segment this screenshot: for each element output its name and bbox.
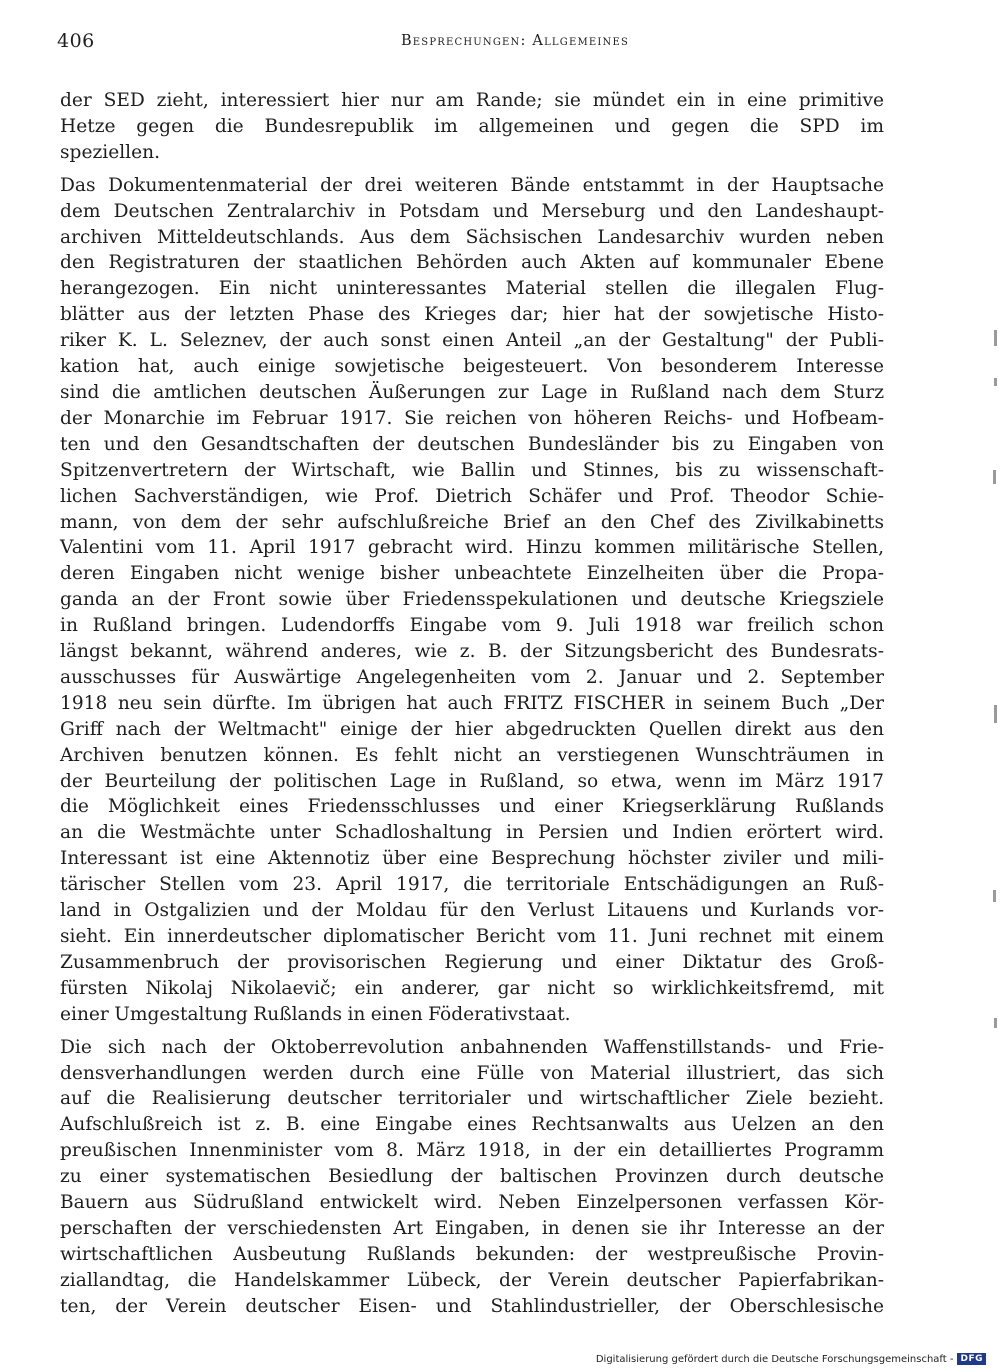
text-line: Hetze gegen die Bundesrepublik im allgemeinen und gegen die SPD im [60, 115, 884, 137]
scan-artifact [994, 705, 997, 723]
text-line: der SED zieht, interessiert hier nur am Rande; sie mündet ein in eine primitive [60, 90, 884, 111]
text-line: ausschusses für Auswärtige Angelegenheiten vom 2. Januar und 2. September [60, 666, 884, 688]
scan-artifact [994, 330, 997, 346]
paragraph-1 [60, 88, 884, 166]
text-line: perschaften der verschiedensten Art Eingaben, in denen sie ihr Interesse an der [60, 1217, 884, 1239]
text-line: wirtschaftlichen Ausbeutung Rußlands bekunden: der westpreußische Provin- [60, 1243, 884, 1265]
text-line: in Rußland bringen. Ludendorffs Eingabe vom 9. Juli 1918 war freilich schon [60, 615, 884, 637]
digitization-credit [596, 1353, 986, 1365]
running-head [0, 33, 1000, 49]
text-line: zu einer systematischen Besiedlung der baltischen Provinzen durch deutsche [60, 1166, 884, 1188]
text-line: Interessant ist eine Aktennotiz über eine Besprechung höchster ziviler und mili- [60, 848, 884, 870]
text-line: sieht. Ein innerdeutscher diplomatischer Bericht vom 11. Juni rechnet mit einem [60, 926, 884, 947]
text-line: archiven Mitteldeutschlands. Aus dem Sächsischen Landesarchiv wurden neben [60, 226, 884, 248]
scan-artifact [994, 1018, 997, 1028]
text-line: fürsten Nikolaj Nikolaevič; ein anderer, gar nicht so wirklichkeitsfremd, mit [60, 977, 884, 999]
text-line: der Monarchie im Februar 1917. Sie reichen von höheren Reichs- und Hofbeam- [60, 407, 884, 429]
text-line: Zusammenbruch der provisorischen Regierung und einer Diktatur des Groß- [60, 951, 884, 973]
text-line: land in Ostgalizien und der Moldau für den Verlust Litauens und Kurlands vor- [60, 900, 884, 922]
text-line: Spitzenvertretern der Wirtschaft, wie Ballin und Stinnes, bis zu wissenschaft- [60, 459, 884, 481]
scan-artifact [994, 378, 997, 386]
text-line: blätter aus der letzten Phase des Krieges dar; hier hat der sowjetische Histo- [60, 304, 884, 326]
page-number: 406 [57, 30, 95, 52]
text-line: speziellen. [60, 141, 160, 163]
text-line: an die Westmächte unter Schadloshaltung in Persien und Indien erörtert wird. [60, 822, 884, 844]
scan-artifact [993, 890, 996, 902]
text-line: ganda an der Front sowie über Friedensspekulationen und deutsche Kriegsziele [60, 589, 884, 611]
text-line: herangezogen. Ein nicht uninteressantes Material stellen die illegalen Flug- [60, 278, 884, 300]
text-line: deren Eingaben nicht wenige bisher unbeachtete Einzelheiten über die Propa- [60, 563, 884, 585]
paragraph-3 [60, 1035, 884, 1320]
dfg-logo: DFG [957, 1353, 986, 1365]
text-line: ziallandtag, die Handelskammer Lübeck, der Verein deutscher Papierfabrikan- [60, 1269, 884, 1291]
scan-artifact [993, 470, 996, 484]
text-line: ten und den Gesandtschaften der deutschen Bundesländer bis zu Eingaben von [60, 433, 884, 455]
text-line: dem Deutschen Zentralarchiv in Potsdam und Merseburg und den Landeshaupt- [60, 200, 884, 222]
text-line: der Beurteilung der politischen Lage in Rußland, so etwa, wenn im März 1917 [60, 770, 884, 792]
text-line: Aufschlußreich ist z. B. eine Eingabe eines Rechtsanwalts aus Uelzen an den [60, 1114, 884, 1136]
text-line: 1918 neu sein dürfte. Im übrigen hat auch FRITZ FISCHER in seinem Buch „Der [60, 692, 884, 714]
text-line: lichen Sachverständigen, wie Prof. Dietrich Schäfer und Prof. Theodor Schie- [60, 485, 884, 507]
text-line: Archiven benutzen können. Es fehlt nicht an verstiegenen Wunschträumen in [60, 744, 884, 766]
text-line: ten, der Verein deutscher Eisen- und Stahlindustrieller, der Oberschlesische [60, 1295, 884, 1317]
text-line: Das Dokumentenmaterial der drei weiteren Bände entstammt in der Hauptsache [60, 174, 884, 196]
text-line: einer Umgestaltung Rußlands in einen Föderativstaat. [60, 1003, 571, 1025]
credit-text: Digitalisierung gefördert durch die Deutsche Forschungsgemeinschaft - [595, 1353, 954, 1365]
running-head-text: Besprechungen: Allgemeines [400, 33, 630, 49]
text-line: Die sich nach der Oktoberrevolution anbahnenden Waffenstillstands- und Frie- [60, 1036, 884, 1058]
text-line: den Registraturen der staatlichen Behörden auch Akten auf kommunaler Ebene [60, 252, 884, 274]
text-line: Griff nach der Weltmacht" einige der hier abgedruckten Quellen direkt aus den [60, 718, 884, 740]
body-text [60, 88, 884, 1327]
text-line: auf die Realisierung deutscher territorialer und wirtschaftlicher Ziele bezieht. [60, 1088, 884, 1110]
text-line: preußischen Innenminister vom 8. März 1918, in der ein detailliertes Programm [60, 1140, 884, 1162]
text-line: tärischer Stellen vom 23. April 1917, die territoriale Entschädigungen an Ruß- [60, 874, 884, 896]
text-line: kation hat, auch einige sowjetische beigesteuert. Von besonderem Interesse [60, 356, 884, 378]
paragraph-2 [60, 173, 884, 1028]
text-line: densverhandlungen werden durch eine Fülle von Material illustriert, das sich [60, 1062, 884, 1084]
text-line: die Möglichkeit eines Friedensschlusses und einer Kriegserklärung Rußlands [60, 796, 884, 818]
text-line: längst bekannt, während anderes, wie z. B. der Sitzungsbericht des Bundesrats- [60, 641, 884, 663]
text-line: mann, von dem der sehr aufschlußreiche Brief an den Chef des Zivilkabinetts [60, 511, 884, 533]
text-line: sind die amtlichen deutschen Äußerungen zur Lage in Rußland nach dem Sturz [60, 381, 884, 403]
text-line: Valentini vom 11. April 1917 gebracht wird. Hinzu kommen militärische Stellen, [60, 537, 884, 559]
text-line: Bauern aus Südrußland entwickelt wird. Neben Einzelpersonen verfassen Kör- [60, 1192, 884, 1214]
text-line: riker K. L. Seleznev, der auch sonst einen Anteil „an der Gestaltung" der Publi- [60, 330, 884, 352]
